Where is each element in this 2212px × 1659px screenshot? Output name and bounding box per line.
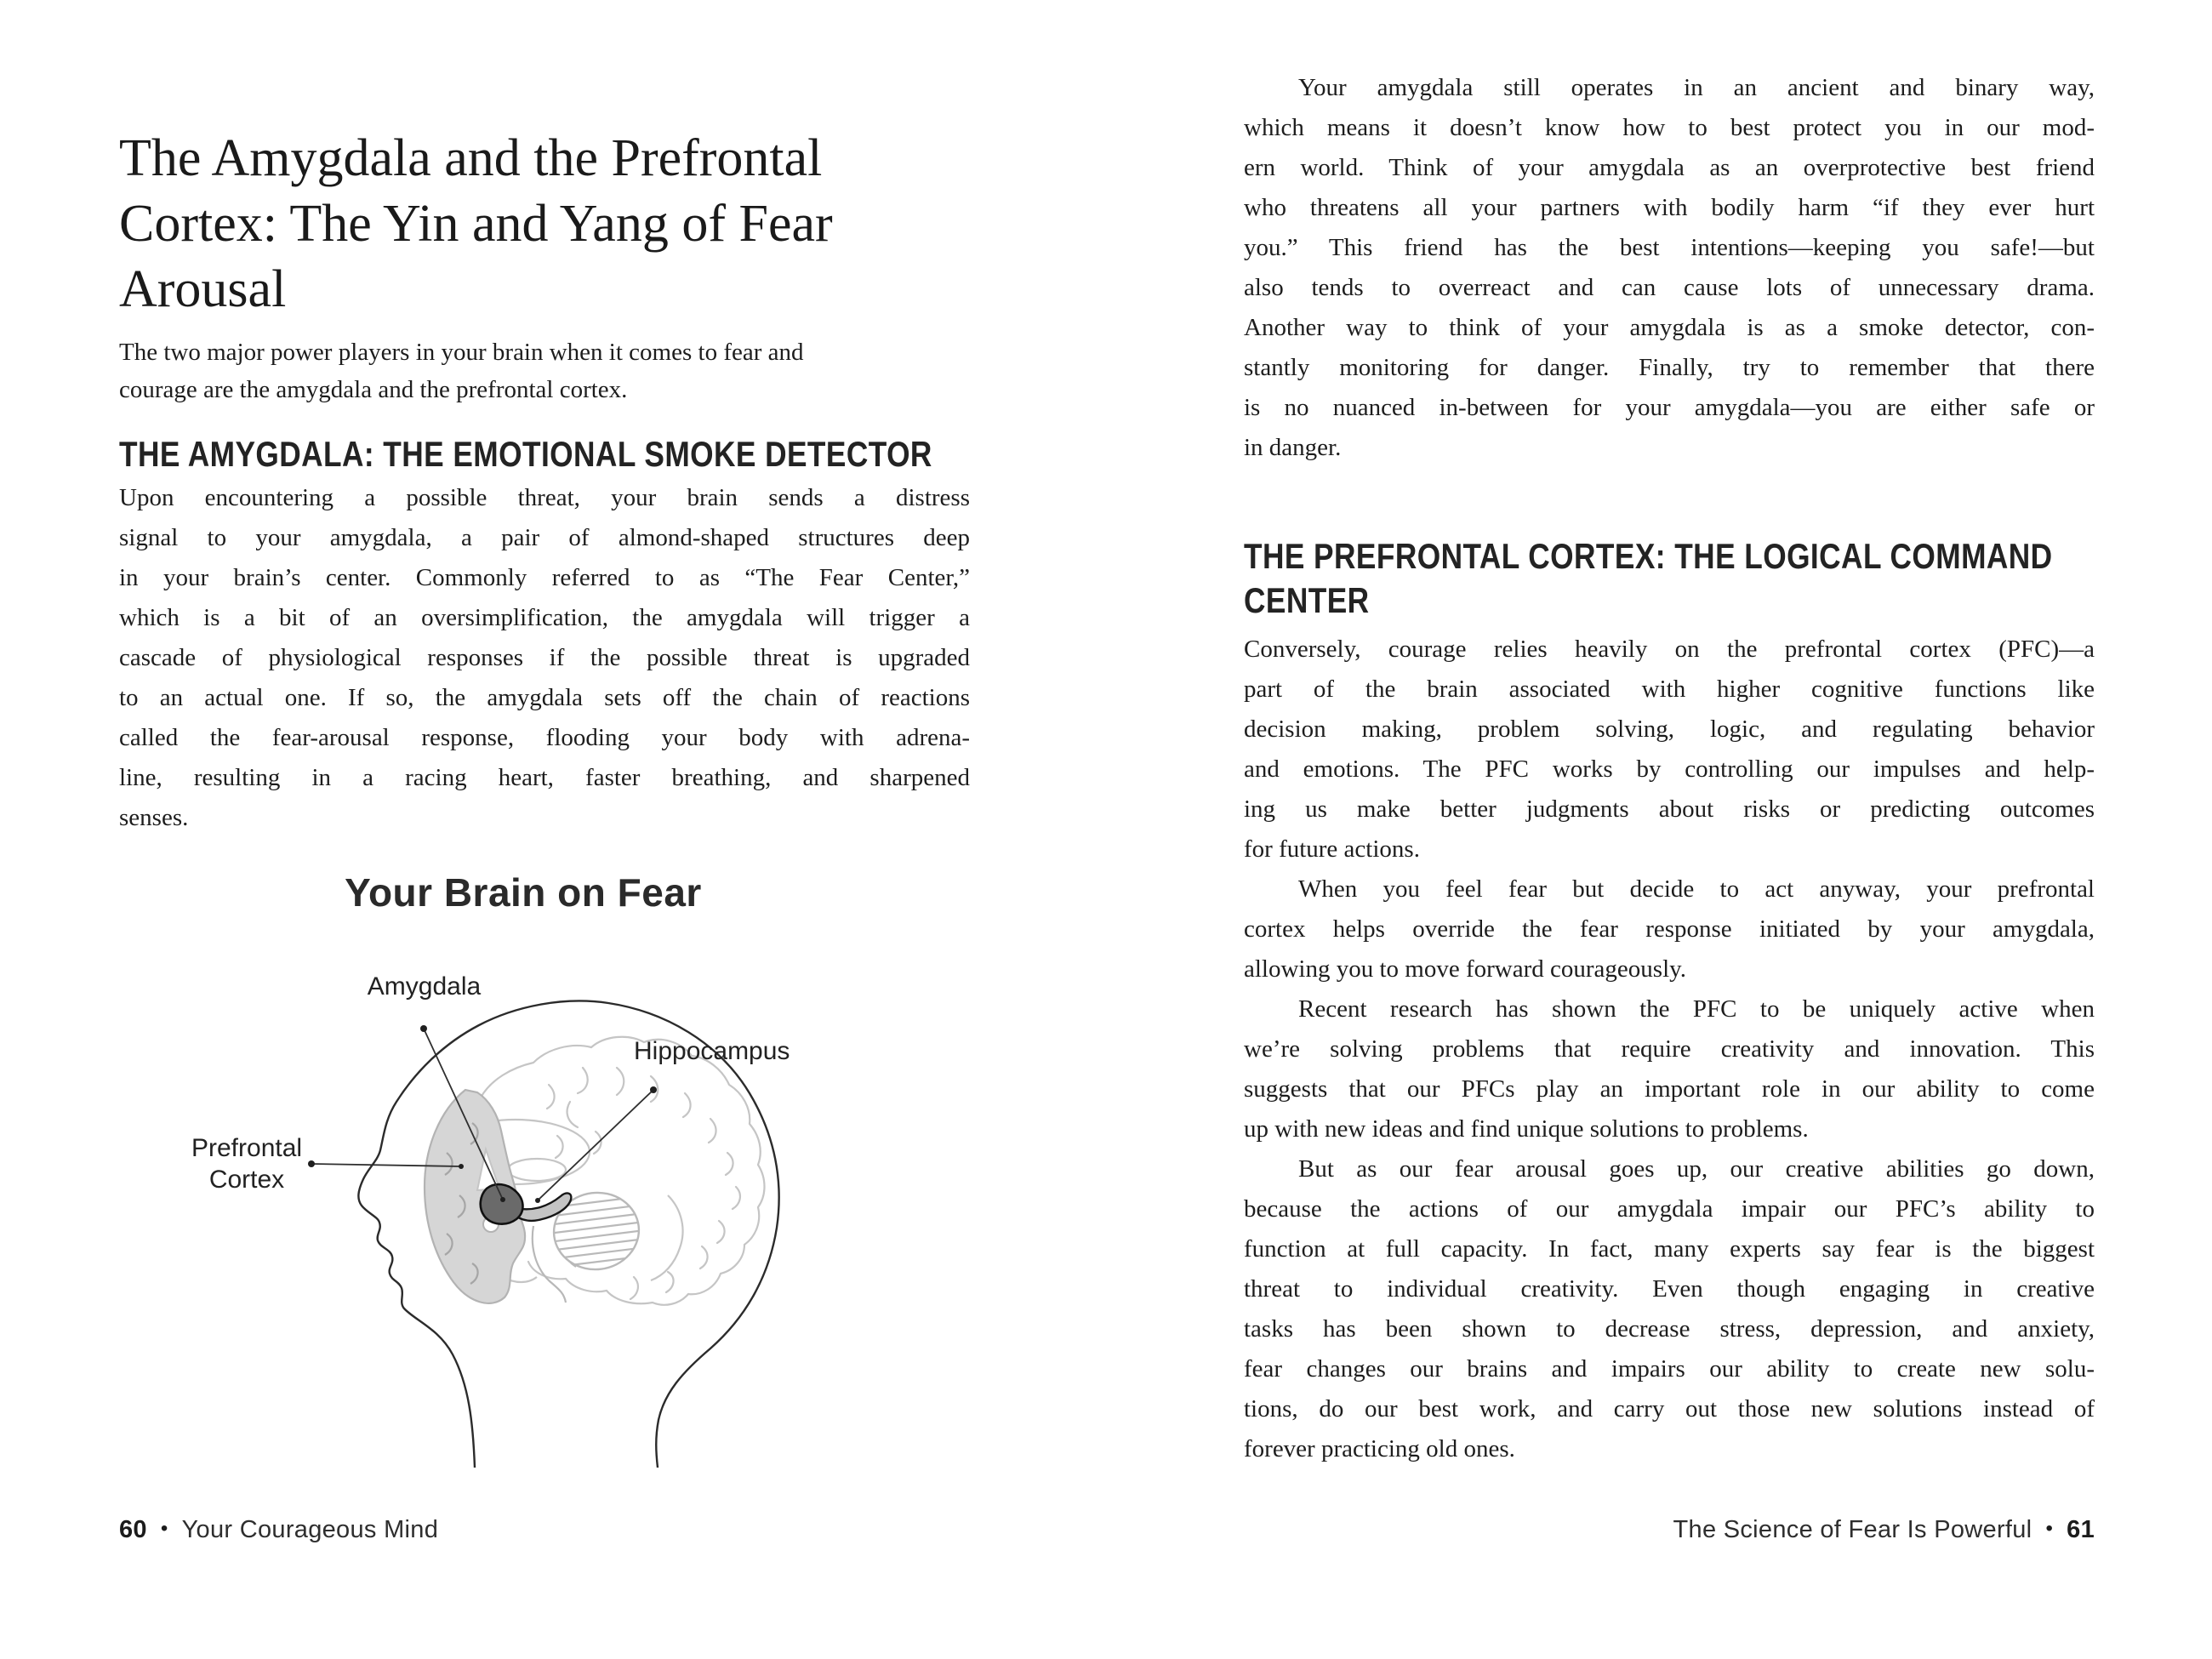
text-line: and emotions. The PFC works by controlling our impulses and help- [1244,755,2095,783]
text-line: in danger. [1244,434,1342,461]
text-line: The two major power players in your brain when it comes to fear and [119,339,804,366]
text-line: suggests that our PFCs play an important role in our ability to come [1244,1075,2095,1103]
brain-diagram [191,940,855,1468]
text-line: also tends to overreact and can cause lots of unnecessary drama. [1244,274,2095,301]
text-line: decision making, problem solving, logic, and regulating behavior [1244,715,2095,743]
right-footer [1244,1516,2095,1544]
text-line: is no nuanced in-between for your amygdala—you are either safe or [1244,394,2095,421]
chapter-title-footer: The Science of Fear Is Powerful [1673,1516,2032,1543]
text-line: cortex helps override the fear response initiated by your amygdala, [1244,915,2095,943]
text-line: who threatens all your partners with bodily harm “if they ever hurt [1244,194,2095,221]
body-paragraph [1244,68,2095,468]
text-line: senses. [119,804,189,831]
text-line: forever practicing old ones. [1244,1435,1515,1462]
text-line: Your amygdala still operates in an ancient and binary way, [1298,74,2095,101]
right-body-block [1244,630,2095,1469]
text-line: Recent research has shown the PFC to be uniquely active when [1298,995,2095,1023]
body-paragraph [1244,869,2095,989]
brain-figure [191,940,855,1468]
text-line: allowing you to move forward courageously. [1244,955,1686,983]
text-line: signal to your amygdala, a pair of almond-shaped structures deep [119,524,970,551]
chapter-title [119,126,970,322]
text-line: for future actions. [1244,835,1420,863]
text-line: Conversely, courage relies heavily on the prefrontal cortex (PFC)—a [1244,636,2095,663]
text-line: stantly monitoring for danger. Finally, try to remember that there [1244,354,2095,381]
body-paragraph [1244,1149,2095,1469]
section-heading-amygdala [119,432,970,476]
text-line: which is a bit of an oversimplification, the amygdala will trigger a [119,604,970,631]
right-page-number: 61 [2067,1516,2095,1543]
left-page-number: 60 [119,1516,147,1543]
text-line: Cortex [208,1166,285,1194]
body-paragraph [1244,630,2095,869]
text-line: we’re solving problems that require creativity and innovation. This [1244,1035,2095,1063]
text-line: THE AMYGDALA: THE EMOTIONAL SMOKE DETECTOR [119,434,932,474]
footer-dot-right: • [2045,1517,2054,1540]
text-line: which means it doesn’t know how to best protect you in our mod- [1244,114,2095,141]
text-line: called the fear-arousal response, flooding your body with adrena- [119,724,970,751]
text-line: Another way to think of your amygdala is as a smoke detector, con- [1244,314,2095,341]
hippocampus-label: Hippocampus [634,1037,790,1065]
right-page [1106,0,2212,1659]
text-line: threat to individual creativity. Even though engaging in creative [1244,1275,2095,1303]
text-line: line, resulting in a racing heart, faster breathing, and sharpened [119,764,970,791]
text-line: The Amygdala and the Prefrontal [119,129,823,187]
text-line: Arousal [119,260,287,318]
text-line: THE PREFRONTAL CORTEX: THE LOGICAL COMMAND [1244,536,2053,576]
amygdala-label: Amygdala [367,972,482,1001]
text-line: When you feel fear but decide to act anyway, your prefrontal [1298,875,2095,903]
text-line: fear changes our brains and impairs our ability to create new solu- [1244,1355,2095,1382]
text-line: to an actual one. If so, the amygdala sets off the chain of reactions [119,684,970,711]
text-line: Prefrontal [191,1134,303,1162]
body-paragraph [119,478,970,838]
footer-dot-left: • [160,1517,168,1540]
text-line: because the actions of our amygdala impair our PFC’s ability to [1244,1195,2095,1223]
text-line: function at full capacity. In fact, many experts say fear is the biggest [1244,1235,2095,1263]
text-line: cascade of physiological responses if the possible threat is upgraded [119,644,970,671]
text-line: ern world. Think of your amygdala as an overprotective best friend [1244,154,2095,181]
chapter-subtitle [119,334,970,408]
text-line: courage are the amygdala and the prefrontal cortex. [119,376,628,403]
text-line: But as our fear arousal goes up, our creative abilities go down, [1298,1155,2095,1183]
figure-title: Your Brain on Fear [345,870,702,915]
text-line: tasks has been shown to decrease stress, depression, and anxiety, [1244,1315,2095,1343]
text-line: in your brain’s center. Commonly referred to as “The Fear Center,” [119,564,970,591]
text-line: part of the brain associated with higher cognitive functions like [1244,676,2095,703]
text-line: CENTER [1244,580,1370,620]
text-line: tions, do our best work, and carry out those new solutions instead of [1244,1395,2095,1422]
text-line: Cortex: The Yin and Yang of Fear [119,195,833,253]
text-line: Upon encountering a possible threat, your brain sends a distress [119,484,970,511]
prefrontal-cortex-label [191,1132,302,1195]
text-line: up with new ideas and find unique solutions to problems. [1244,1115,1809,1143]
text-line: you.” This friend has the best intentions—keeping you safe!—but [1244,234,2095,261]
body-paragraph [1244,989,2095,1149]
left-footer [119,1516,438,1544]
book-title-footer: Your Courageous Mind [181,1516,439,1543]
text-line: ing us make better judgments about risks or predicting outcomes [1244,795,2095,823]
hippocampus-leader-line [538,1090,653,1200]
section-heading-prefrontal [1244,534,2095,623]
